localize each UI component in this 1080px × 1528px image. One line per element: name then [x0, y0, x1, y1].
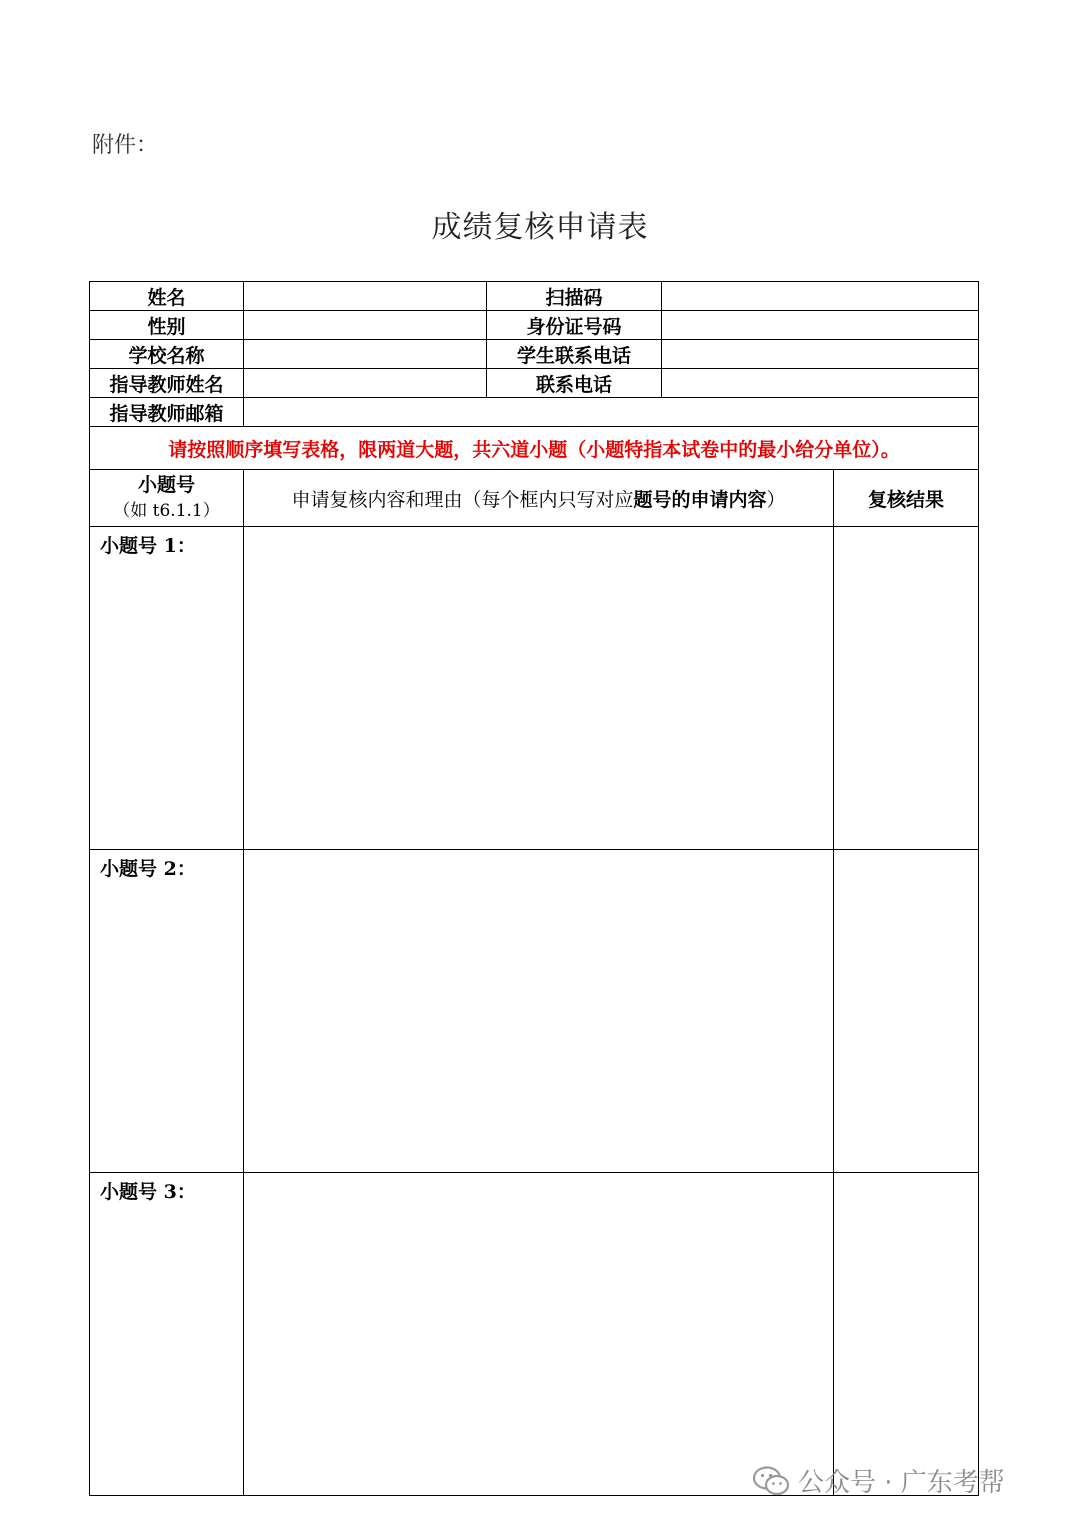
review-application-form [89, 281, 979, 1496]
header-question-no [90, 470, 244, 527]
label-scan-code: 扫描码 [487, 282, 662, 311]
input-gender[interactable] [244, 311, 487, 340]
header-content-prefix: 申请复核内容和理由（每个框内只写对应 [291, 488, 634, 511]
label-contact-phone: 联系电话 [487, 369, 662, 398]
question-label-2: 小题号 2： [90, 850, 244, 1173]
form-row-teacher [90, 369, 979, 398]
attachment-label: 附件： [92, 133, 159, 158]
input-teacher-email[interactable] [244, 398, 979, 427]
question-row-1 [90, 527, 979, 850]
header-content [244, 470, 834, 527]
header-content-suffix: ） [766, 488, 786, 511]
label-teacher-name: 指导教师姓名 [90, 369, 244, 398]
question-result-3[interactable] [834, 1173, 979, 1496]
form-row-name [90, 282, 979, 311]
question-result-1[interactable] [834, 527, 979, 850]
watermark-text: 公众号 · 广东考帮 [798, 1468, 1005, 1498]
question-row-2 [90, 850, 979, 1173]
header-result: 复核结果 [834, 470, 979, 527]
label-teacher-email: 指导教师邮箱 [90, 398, 244, 427]
question-label-1: 小题号 1： [90, 527, 244, 850]
question-result-2[interactable] [834, 850, 979, 1173]
input-teacher-name[interactable] [244, 369, 487, 398]
wechat-icon [752, 1465, 790, 1497]
header-question-no-label: 小题号 [137, 474, 195, 496]
input-contact-phone[interactable] [662, 369, 979, 398]
form-row-gender [90, 311, 979, 340]
input-id-number[interactable] [662, 311, 979, 340]
watermark [752, 1462, 1005, 1499]
question-row-3 [90, 1173, 979, 1496]
label-name: 姓名 [90, 282, 244, 311]
form-row-email [90, 398, 979, 427]
question-content-3[interactable] [244, 1173, 834, 1496]
label-gender: 性别 [90, 311, 244, 340]
label-id-number: 身份证号码 [487, 311, 662, 340]
input-student-phone[interactable] [662, 340, 979, 369]
label-school: 学校名称 [90, 340, 244, 369]
label-student-phone: 学生联系电话 [487, 340, 662, 369]
header-content-bold: 题号的申请内容 [633, 488, 767, 511]
question-content-1[interactable] [244, 527, 834, 850]
question-label-3: 小题号 3： [90, 1173, 244, 1496]
input-name[interactable] [244, 282, 487, 311]
form-row-school [90, 340, 979, 369]
header-question-example: （如 t6.1.1） [113, 501, 220, 521]
question-content-2[interactable] [244, 850, 834, 1173]
form-notice-row [90, 427, 979, 470]
page-title: 成绩复核申请表 [431, 210, 649, 245]
input-school[interactable] [244, 340, 487, 369]
input-scan-code[interactable] [662, 282, 979, 311]
notice-text: 请按照顺序填写表格，限两道大题，共六道小题（小题特指本试卷中的最小给分单位）。 [90, 427, 979, 470]
question-header-row [90, 470, 979, 527]
